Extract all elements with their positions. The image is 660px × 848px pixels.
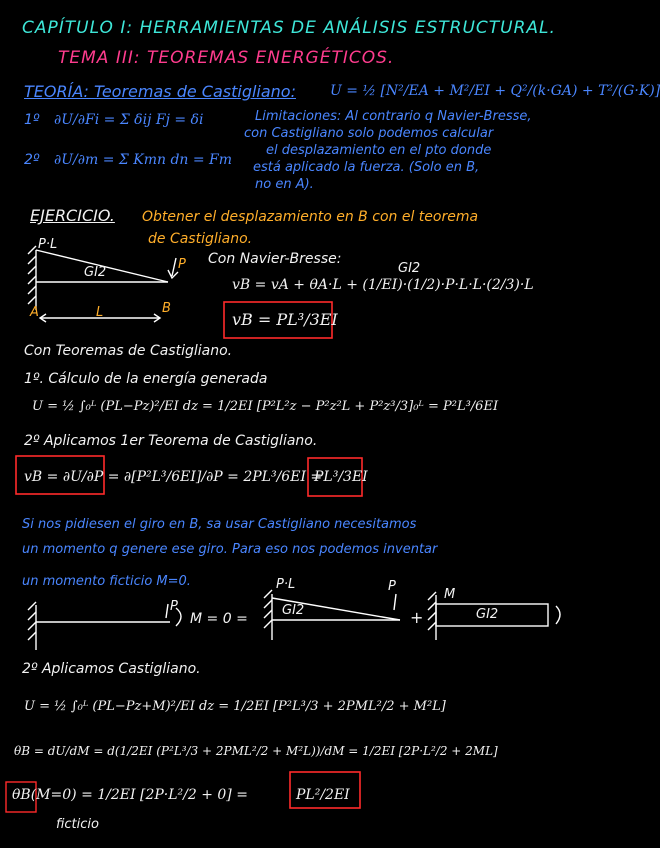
rotation-theta-result: PL²/2EI — [296, 787, 350, 803]
part-b-step2: 2º Aplicamos 1er Teorema de Castigliano. — [24, 433, 318, 449]
rotation-m0: M = 0 = — [190, 611, 248, 627]
rotation-load-1: P — [170, 599, 178, 614]
rotation-text-1: Si nos pidiesen el giro en B, sa usar Castigliano necesitamos — [22, 517, 417, 532]
theory-title: TEORÍA: Teoremas de Castigliano: — [24, 82, 296, 101]
energy-formula: U = ½ [N²/EA + M²/EI + Q²/(k·GA) + T²/(G·K)] — [330, 83, 660, 99]
rotation-theta-lhs: θB(M=0) = 1/2EI [2P·L²/2 + 0] = — [12, 787, 248, 803]
part-a-equation: vB = vA + θA·L + (1/EI)·(1/2)·P·L·L·(2/3)·L — [232, 277, 534, 293]
point-b-label: B — [162, 301, 171, 316]
theorem1-formula: ∂U/∂Fi = Σ δij Fj = δi — [54, 112, 204, 128]
part-a-stiff: GI2 — [398, 261, 421, 276]
limitations-line-4: está aplicado la fuerza. (Solo en B, — [253, 160, 480, 175]
exercise-text-2: de Castigliano. — [148, 231, 253, 247]
rotation-load-2: P — [388, 579, 396, 594]
beam-moment-label: P·L — [38, 237, 58, 252]
rotation-text-2: un momento q genere ese giro. Para eso nos podemos inventar — [22, 542, 438, 557]
rotation-energy-eq: U = ½ ∫₀ᴸ (PL−Pz+M)²/EI dz = 1/2EI [P²L³/3 + 2PML²/2 + M²L] — [24, 699, 446, 714]
part-a-result: vB = PL³/3EI — [232, 310, 338, 329]
support-a-label: A — [30, 305, 39, 320]
span-label: L — [96, 305, 104, 320]
part-b-label: Con Teoremas de Castigliano. — [24, 343, 233, 359]
beam-load-label: P — [178, 257, 186, 272]
rotation-diagram-1 — [28, 599, 181, 650]
exercise-label: EJERCICIO. — [30, 206, 115, 225]
rotation-text-3: un momento ficticio M=0. — [22, 574, 191, 589]
rotation-moment-pl: P·L — [276, 577, 296, 592]
theorem2-formula: ∂U/∂m = Σ Kmn dn = Fm — [54, 152, 233, 168]
ficticio-label: ficticio — [56, 817, 99, 832]
limitations-line-2: con Castigliano solo podemos calcular — [244, 126, 494, 141]
limitations-line-3: el desplazamiento en el pto donde — [266, 143, 492, 158]
part-b-step1: 1º. Cálculo de la energía generada — [24, 371, 268, 387]
part-b-step2-result: PL³/3EI — [314, 469, 368, 485]
part-b-step2-eq: vB = ∂U/∂P = ∂[P²L³/6EI]/∂P = 2PL³/6EI = — [24, 469, 323, 485]
rotation-stiff-2: GI2 — [282, 603, 305, 618]
rotation-m-label: M — [444, 587, 456, 602]
theorem2-number: 2º — [24, 152, 40, 168]
part-b-energy-eq: U = ½ ∫₀ᴸ (PL−Pz)²/EI dz = 1/2EI [P²L²z − P²z²L + P²z³/3]₀ᴸ = P²L³/6EI — [32, 399, 499, 414]
chapter-title: CAPÍTULO I: HERRAMIENTAS DE ANÁLISIS ESTRUCTURAL. — [22, 18, 556, 38]
rotation-stiff-3: GI2 — [476, 607, 499, 622]
exercise-text-1: Obtener el desplazamiento en B con el teorema — [142, 209, 479, 225]
part-a-label: Con Navier-Bresse: — [208, 251, 342, 267]
limitations-line-1: Limitaciones: Al contrario q Navier-Bresse, — [255, 109, 532, 124]
rotation-step2: 2º Aplicamos Castigliano. — [22, 661, 201, 677]
rotation-theta-eq: θB = dU/dM = d(1/2EI (P²L³/3 + 2PML²/2 + M²L))/dM = 1/2EI [2P·L²/2 + 2ML] — [14, 744, 498, 758]
beam-stiffness-label: GI2 — [84, 265, 107, 280]
topic-title: TEMA III: TEOREMAS ENERGÉTICOS. — [58, 48, 395, 68]
theorem1-number: 1º — [24, 112, 40, 128]
limitations-line-5: no en A). — [255, 177, 314, 192]
rotation-plus: + — [410, 608, 424, 627]
